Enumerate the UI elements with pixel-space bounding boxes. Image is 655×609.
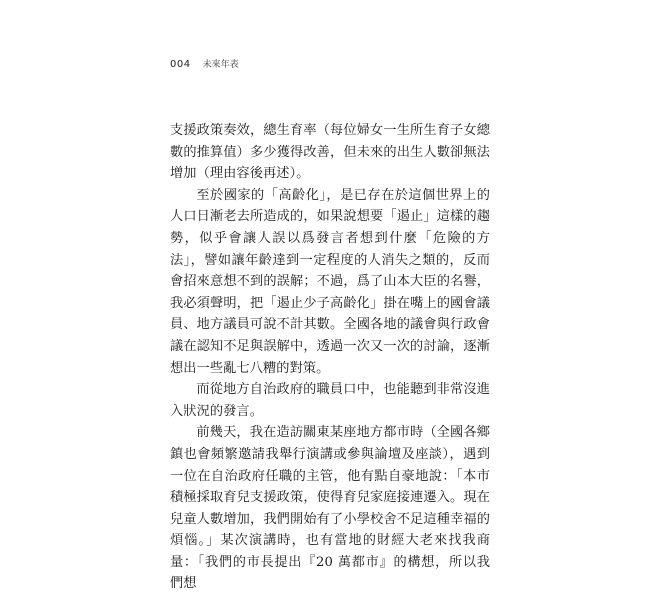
running-header [170, 57, 239, 70]
paragraph-aging: 至於國家的「高齡化」，是已存在於這個世界上的人口日漸老去所造成的，如果說想要「遏止」這樣的趨勢，似乎會讓人誤以爲發言者想到什麼「危險的方法」，譬如讓年齡達到一定程度的人消失之類的，反而會招來意想不到的誤解；不過，爲了山本大臣的名譽，我必須聲明，把「遏止少子高齡化」掛在嘴上的國會議員、地方議員可說不計其數。全國各地的議會與行政會議在認知不足與誤解中，透過一次又一次的討論，逐漸想出一些亂七八糟的對策。 [170, 187, 490, 376]
paragraph-anecdote: 前幾天，我在造訪關東某座地方都市時（全國各鄉鎮也會頻繁邀請我舉行演講或參與論壇及座談），遇到一位在自治政府任職的主管，他有點自豪地說：「本市積極採取育兒支援政策，使得育兒家庭接連遷入。現在兒童人數增加，我們開始有了小學校舍不足這種幸福的煩惱。」某次演講時，也有當地的財經大老來找我商量：「我們的市長提出『20 萬都市』的構想，所以我們想 [170, 425, 490, 592]
paragraph-officials: 而從地方自治政府的職員口中，也能聽到非常沒進入狀況的發言。 [170, 382, 490, 419]
body-text [170, 120, 490, 595]
paragraph-continued: 支援政策奏效，總生育率（每位婦女一生所生育子女總數的推算值）多少獲得改善，但未來的出生人數卻無法增加（理由容後再述）。 [170, 123, 490, 182]
page-number: 004 [170, 59, 191, 70]
book-title: 未來年表 [202, 60, 239, 70]
